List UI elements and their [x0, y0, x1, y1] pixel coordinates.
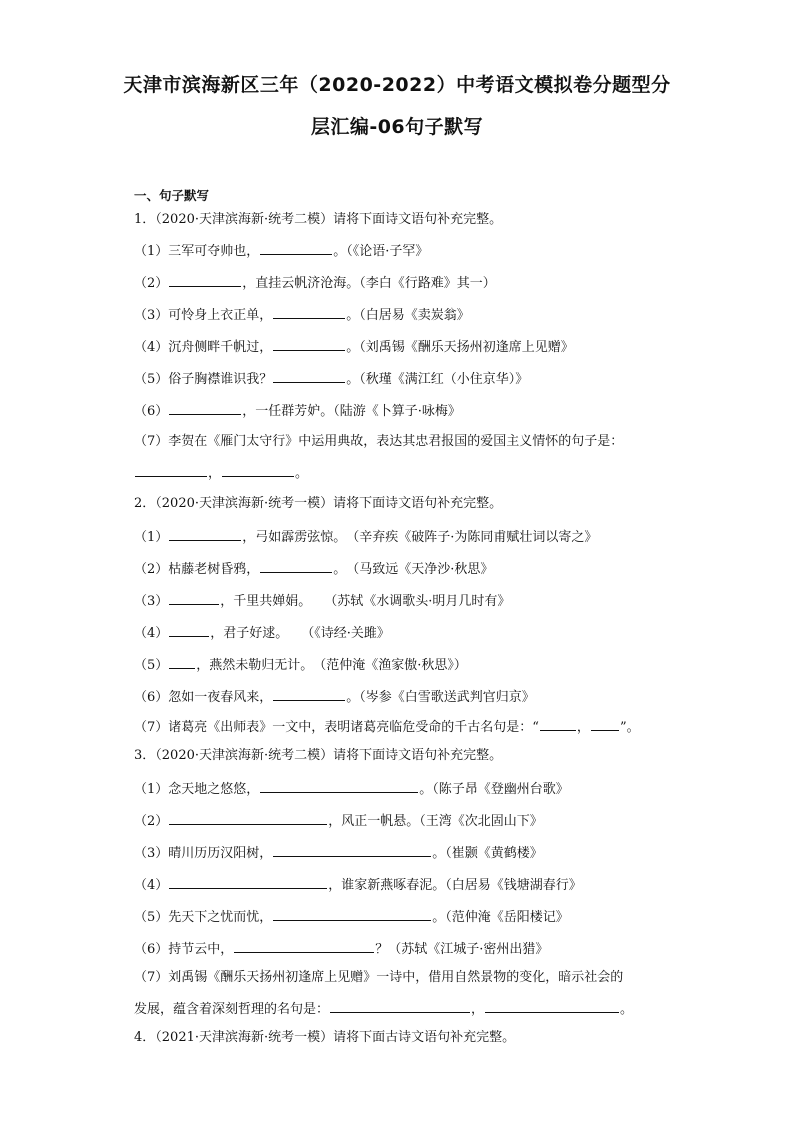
line-text: ，千里共婵娟。 （苏轼《水调歌头·明月几时有》	[220, 594, 511, 609]
line-text: ？（苏轼《江城子·密州出猎》	[375, 942, 549, 957]
answer-blank[interactable]	[540, 718, 576, 731]
answer-blank[interactable]	[260, 780, 418, 793]
question-line	[134, 1000, 633, 1018]
answer-blank[interactable]	[273, 306, 345, 319]
answer-blank[interactable]	[169, 528, 241, 541]
answer-blank[interactable]	[260, 560, 332, 573]
line-text: ，谁家新燕啄春泥。（白居易《钱塘湖春行》	[328, 878, 582, 893]
answer-blank[interactable]	[260, 242, 332, 255]
line-text: 2．（2020·天津滨海新·统考一模）请将下面诗文语句补充完整。	[134, 496, 503, 511]
document-title-line-2: 层汇编-06句子默写	[310, 116, 484, 138]
answer-blank[interactable]	[169, 812, 327, 825]
line-text: （5）	[134, 658, 169, 673]
line-text: ，风正一帆悬。（王湾《次北固山下》	[328, 814, 543, 829]
line-text: ，一任群芳妒。（陆游《卜算子·咏梅》	[242, 404, 461, 419]
line-text: ，	[208, 466, 222, 481]
line-text: 。 （马致远《天净沙·秋思》	[333, 562, 494, 577]
question-line	[134, 656, 467, 674]
question-line	[134, 338, 574, 356]
line-text: （6）	[134, 404, 169, 419]
answer-blank[interactable]	[273, 844, 431, 857]
question-line	[134, 306, 470, 324]
line-text: ，直挂云帆济沧海。（李白《行路难》其一）	[242, 276, 496, 291]
line-text: （7）李贺在《雁门太守行》中运用典故，表达其忠君报国的爱国主义情怀的句子是：	[134, 434, 624, 449]
answer-blank[interactable]	[222, 464, 294, 477]
line-text: 4．（2021·天津滨海新·统考一模）请将下面古诗文语句补充完整。	[134, 1030, 516, 1045]
line-text: 。（范仲淹《岳阳楼记》	[432, 910, 569, 925]
line-text: 。（秋瑾《满江红（小住京华）》	[346, 372, 529, 387]
line-text: （3）晴川历历汉阳树，	[134, 846, 273, 861]
line-text: （1）念天地之悠悠，	[134, 782, 260, 797]
line-text: 。（崔颢《黄鹤楼》	[432, 846, 543, 861]
line-text: （7）诸葛亮《出师表》一文中，表明诸葛亮临危受命的千古名句是：“	[134, 720, 539, 735]
line-text: ，弓如霹雳弦惊。 （辛弃疾《破阵子·为陈同甫赋壮词以寄之》	[242, 530, 598, 545]
line-text: （5）先天下之忧而忧，	[134, 910, 273, 925]
question-line	[134, 908, 569, 926]
answer-blank[interactable]	[135, 464, 207, 477]
answer-blank[interactable]	[169, 402, 241, 415]
line-text: （4）	[134, 878, 169, 893]
answer-blank[interactable]	[273, 370, 345, 383]
line-text: 。（白居易《卖炭翁》	[346, 308, 470, 323]
line-text: ，	[471, 1002, 485, 1017]
question-line	[134, 212, 502, 228]
question-line	[134, 434, 623, 450]
line-text: ”。	[619, 720, 640, 735]
question-line	[134, 688, 535, 706]
question-line	[134, 242, 428, 260]
line-text: 3．（2020·天津滨海新·统考二模）请将下面诗文语句补充完整。	[134, 748, 503, 763]
line-text: （6）持节云中，	[134, 942, 234, 957]
line-text: （3）	[134, 594, 169, 609]
line-text: 发展，蕴含着深刻哲理的名句是：	[134, 1002, 330, 1017]
answer-blank[interactable]	[273, 908, 431, 921]
question-line	[134, 464, 308, 482]
answer-blank[interactable]	[169, 876, 327, 889]
question-line	[134, 718, 640, 736]
answer-blank[interactable]	[234, 940, 374, 953]
question-line	[134, 496, 502, 512]
line-text: （1）三军可夺帅也，	[134, 244, 260, 259]
line-text: （6）忽如一夜春风来，	[134, 690, 273, 705]
line-text: （4）沉舟侧畔千帆过，	[134, 340, 273, 355]
line-text: 。（陈子昂《登幽州台歌》	[419, 782, 569, 797]
line-text: （5）俗子胸襟谁识我？	[134, 372, 273, 387]
line-text: 。（刘禹锡《酬乐天扬州初逢席上见赠》	[346, 340, 574, 355]
line-text: （7）刘禹锡《酬乐天扬州初逢席上见赠》一诗中，借用自然景物的变化，暗示社会的	[134, 970, 624, 985]
line-text: 。	[295, 466, 309, 481]
question-line	[134, 370, 528, 388]
line-text: （4）	[134, 626, 169, 641]
question-line	[134, 780, 569, 798]
line-text: （2）	[134, 814, 169, 829]
question-line	[134, 592, 510, 610]
question-line	[134, 748, 502, 764]
line-text: （2）枯藤老树昏鸦，	[134, 562, 260, 577]
answer-blank[interactable]	[485, 1000, 619, 1013]
answer-blank[interactable]	[169, 274, 241, 287]
answer-blank[interactable]	[169, 656, 195, 669]
line-text: 1．（2020·天津滨海新·统考二模）请将下面诗文语句补充完整。	[134, 212, 503, 227]
line-text: （2）	[134, 276, 169, 291]
line-text: 。	[620, 1002, 634, 1017]
question-line	[134, 1030, 515, 1046]
answer-blank[interactable]	[330, 1000, 470, 1013]
section-heading: 一、句子默写	[134, 188, 210, 203]
question-line	[134, 970, 623, 986]
question-line	[134, 624, 390, 642]
answer-blank[interactable]	[273, 338, 345, 351]
question-line	[134, 844, 543, 862]
answer-blank[interactable]	[169, 592, 219, 605]
question-line	[134, 402, 461, 420]
question-line	[134, 274, 496, 292]
question-line	[134, 876, 582, 894]
line-text: ，君子好逑。 （《诗经·关雎》	[210, 626, 390, 641]
line-text: 。（岑参《白雪歌送武判官归京》	[346, 690, 535, 705]
question-line	[134, 560, 493, 578]
answer-blank[interactable]	[273, 688, 345, 701]
line-text: ，	[576, 720, 590, 735]
question-line	[134, 528, 597, 546]
line-text: 。（《论语·子罕》	[333, 244, 429, 259]
line-text: ，燕然未勒归无计。 （范仲淹《渔家傲·秋思》）	[196, 658, 467, 673]
question-line	[134, 812, 543, 830]
line-text: （1）	[134, 530, 169, 545]
line-text: （3）可怜身上衣正单，	[134, 308, 273, 323]
document-title-line-1: 天津市滨海新区三年（2020-2022）中考语文模拟卷分题型分	[123, 74, 671, 96]
answer-blank[interactable]	[169, 624, 209, 637]
answer-blank[interactable]	[591, 718, 619, 731]
question-line	[134, 940, 548, 958]
